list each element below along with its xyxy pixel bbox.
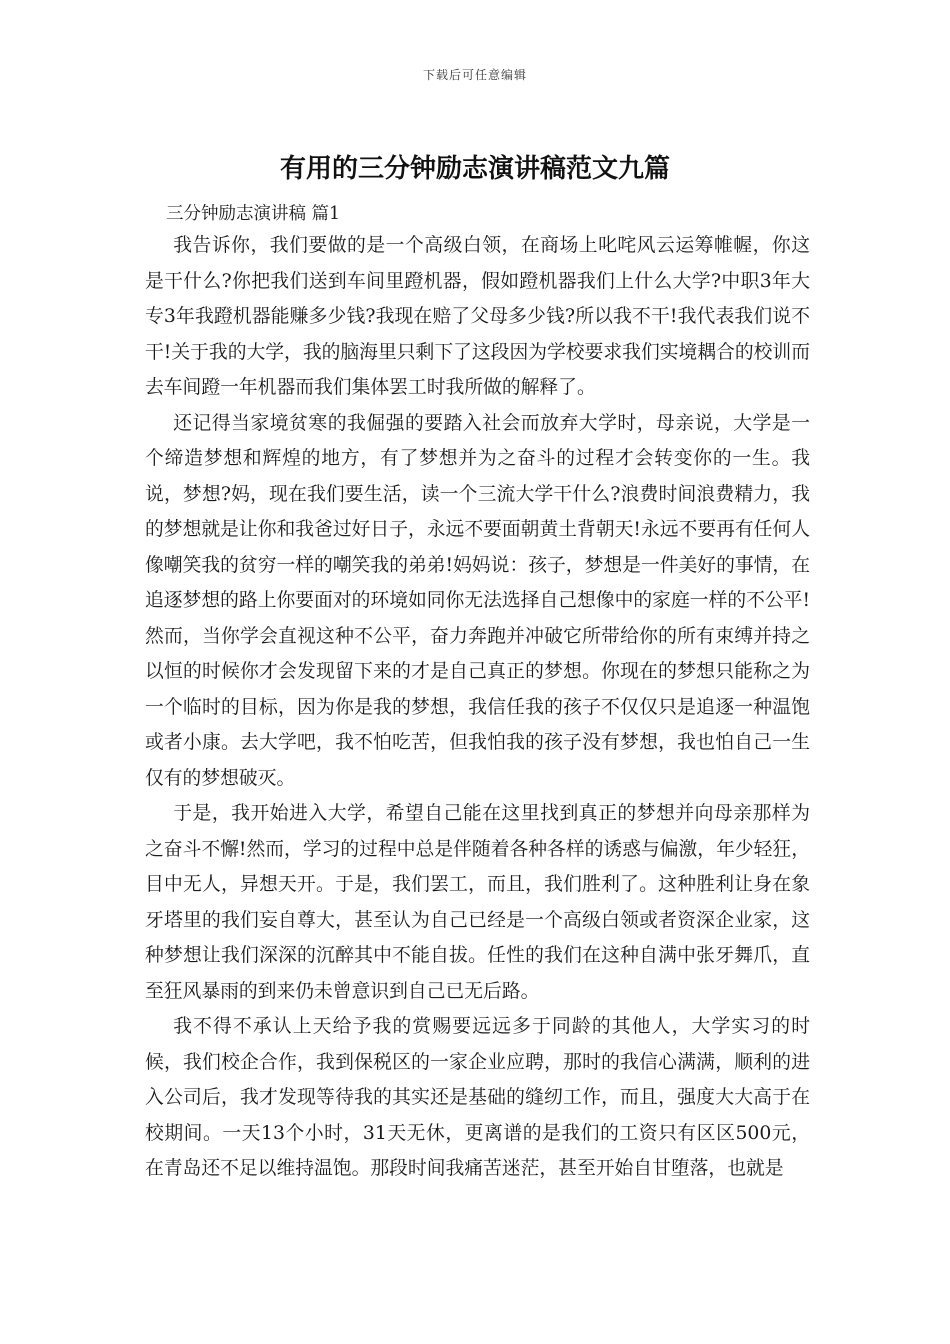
document-title: 有用的三分钟励志演讲稿范文九篇 [279,154,670,184]
paragraph-4: 我不得不承认上天给予我的赏赐要远远多于同龄的其他人，大学实习的时候，我们校企合作，我到保税区的一家企业应聘，那时的我信心满满，顺利的进入公司后，我才发现等待我的其实还是基础的缝纫工作，而且，强度大大高于在校期间。一天13个小时，31天无休，更离谱的是我们的工资只有区区500元，在青岛还不足以维持温饱。那段时间我痛苦迷茫，甚至开始自甘堕落，也就是 [145,1016,810,1179]
section-heading: 三分钟励志演讲稿 篇1 [166,204,341,224]
paragraph-1: 我告诉你，我们要做的是一个高级白领，在商场上叱咤风云运筹帷幄，你这是干什么?你把我们送到车间里蹬机器，假如蹬机器我们上什么大学?中职3年大专3年我蹬机器能赚多少钱?我现在赔了父母多少钱?所以我不干!我代表我们说不干!关于我的大学，我的脑海里只剩下了这段因为学校要求我们实境耦合的校训而去车间蹬一年机器而我们集体罢工时我所做的解释了。 [145,235,810,398]
document-body [145,228,810,1187]
header-note: 下载后可任意编辑 [422,68,527,82]
paragraph-3: 于是，我开始进入大学，希望自己能在这里找到真正的梦想并向母亲那样为之奋斗不懈!然而，学习的过程中总是伴随着各种各样的诱惑与偏激，年少轻狂，目中无人，异想天开。于是，我们罢工，而且，我们胜利了。这种胜利让身在象牙塔里的我们妄自尊大，甚至认为自己已经是一个高级白领或者资深企业家，这种梦想让我们深深的沉醉其中不能自拔。任性的我们在这种自满中张牙舞爪，直至狂风暴雨的到来仍未曾意识到自己已无后路。 [145,803,810,1002]
paragraph-2: 还记得当家境贫寒的我倔强的要踏入社会而放弃大学时，母亲说，大学是一个缔造梦想和辉煌的地方，有了梦想并为之奋斗的过程才会转变你的一生。我说，梦想?妈，现在我们要生活，读一个三流大学干什么?浪费时间浪费精力，我的梦想就是让你和我爸过好日子，永远不要面朝黄土背朝天!永远不要再有任何人像嘲笑我的贫穷一样的嘲笑我的弟弟!妈妈说：孩子，梦想是一件美好的事情，在追逐梦想的路上你要面对的环境如同你无法选择自己想像中的家庭一样的不公平!然而，当你学会直视这种不公平，奋力奔跑并冲破它所带给你的所有束缚并持之以恒的时候你才会发现留下来的才是自己真正的梦想。你现在的梦想只能称之为一个临时的目标，因为你是我的梦想，我信任我的孩子不仅仅只是追逐一种温饱或者小康。去大学吧，我不怕吃苦，但我怕我的孩子没有梦想，我也怕自己一生仅有的梦想破灭。 [145,412,810,789]
